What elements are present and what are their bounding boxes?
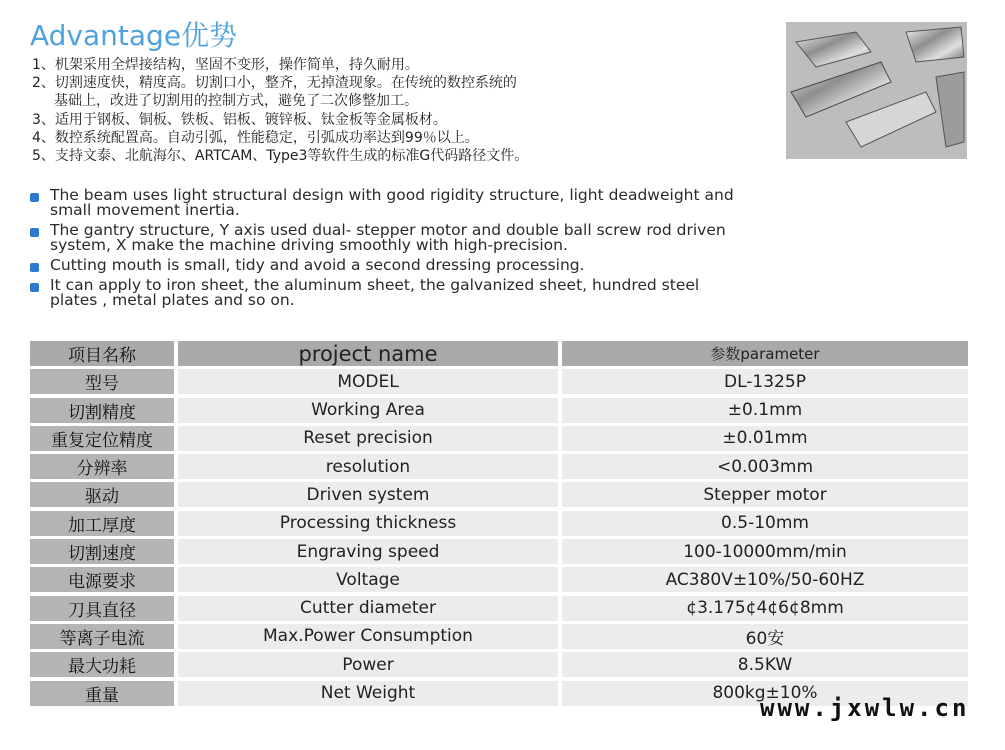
table-cell: 分辨率 [30,454,174,479]
table-cell: 最大功耗 [30,652,174,677]
list-item: 1、机架采用全焊接结构，坚固不变形，操作简单，持久耐用。 [32,57,419,73]
table-row [30,624,968,649]
page-title: Advantage优势 [30,19,238,52]
bullet-icon [30,283,39,292]
advantages-en-list [30,188,734,313]
table-cell: 切割精度 [30,398,174,423]
cut-metal-sample-image [786,22,967,159]
table-cell: 8.5KW [562,652,968,677]
table-cell: resolution [178,454,558,479]
table-cell: 60安 [562,624,968,649]
table-row [30,454,968,479]
table-cell: 加工厚度 [30,511,174,536]
advantages-cn-list [32,56,528,165]
header-cell: project name [178,341,558,366]
table-header-row [30,341,968,366]
table-cell: 重复定位精度 [30,426,174,451]
table-cell: Engraving speed [178,539,558,564]
parameter-table [30,341,968,709]
list-item: 4、数控系统配置高。自动引弧，性能稳定，引弧成功率达到99％以上。 [32,129,479,146]
table-cell: 重量 [30,681,174,706]
table-cell: <0.003mm [562,454,968,479]
bullet-icon [30,263,39,272]
table-cell: Processing thickness [178,511,558,536]
table-cell: 驱动 [30,482,174,507]
table-cell: ¢3.175¢4¢6¢8mm [562,596,968,621]
table-row [30,398,968,423]
table-cell: 电源要求 [30,567,174,592]
table-cell: 刀具直径 [30,596,174,621]
table-cell: Voltage [178,567,558,592]
table-cell: ±0.1mm [562,398,968,423]
table-cell: Power [178,652,558,677]
table-row [30,539,968,564]
table-row [30,511,968,536]
table-cell: 0.5-10mm [562,511,968,536]
table-cell: DL-1325P [562,369,968,394]
table-cell: 切割速度 [30,539,174,564]
list-item: 5、支持文泰、北航海尔、ARTCAM、Type3等软件生成的标准G代码路径文件。 [32,148,529,165]
table-row [30,482,968,507]
metal-letters-photo [786,22,967,159]
table-row [30,369,968,394]
bullet-icon [30,193,39,202]
list-item: Cutting mouth is small, tidy and avoid a second dressing processing. [30,258,734,273]
table-cell: AC380V±10%/50-60HZ [562,567,968,592]
header-cell: 参数parameter [562,341,968,366]
table-cell: 800kg±10% [562,681,968,706]
table-row [30,652,968,677]
table-cell: Driven system [178,482,558,507]
table-cell: Net Weight [178,681,558,706]
table-cell: Stepper motor [562,482,968,507]
table-row [30,426,968,451]
header-cell: 项目名称 [30,341,174,366]
list-item: It can apply to iron sheet, the aluminum sheet, the galvanized sheet, hundred steel plates , metal plates and so on. [30,278,734,308]
list-item: 基础上，改进了切割用的控制方式，避免了二次修整加工。 [54,93,418,110]
table-cell: Cutter diameter [178,596,558,621]
table-cell: 型号 [30,369,174,394]
table-cell: Max.Power Consumption [178,624,558,649]
list-item: 2、切割速度快，精度高。切割口小，整齐，无掉渣现象。在传统的数控系统的 [32,75,517,92]
table-cell: 等离子电流 [30,624,174,649]
table-cell: Working Area [178,398,558,423]
table-cell: Reset precision [178,426,558,451]
bullet-icon [30,228,39,237]
list-item: The gantry structure, Y axis used dual- stepper motor and double ball screw rod driven system, X make the machine driving smoothly with high-precision. [30,223,734,253]
table-cell: 100-10000mm/min [562,539,968,564]
list-item: 3、适用于钢板、铜板、铁板、铝板、镀锌板、钛金板等金属板材。 [32,111,447,128]
site-watermark: www.jxwlw.cn [760,694,970,722]
table-cell: ±0.01mm [562,426,968,451]
table-row [30,567,968,592]
list-item: The beam uses light structural design with good rigidity structure, light deadweight and small movement inertia. [30,188,734,218]
table-row [30,596,968,621]
table-cell: MODEL [178,369,558,394]
